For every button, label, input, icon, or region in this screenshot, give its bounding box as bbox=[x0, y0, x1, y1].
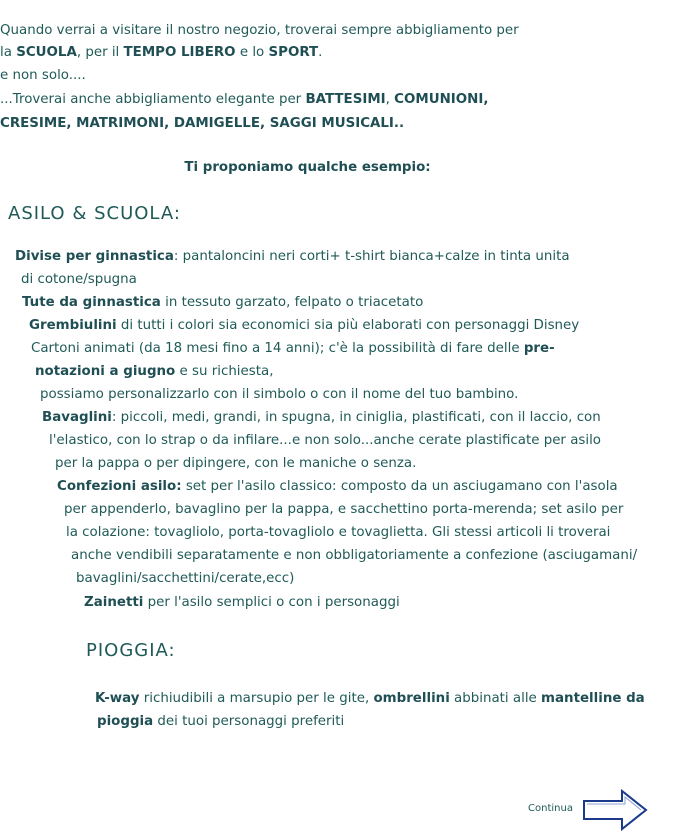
asilo-line-2: di cotone/spugna bbox=[21, 272, 137, 287]
asilo-line-11: Confezioni asilo: set per l'asilo classico: composto da un asciugamano con l'asola bbox=[57, 479, 618, 494]
asilo-line-14: anche vendibili separatamente e non obbligatoriamente a confezione (asciugamani/ bbox=[71, 548, 638, 563]
section-heading-asilo: ASILO & SCUOLA: bbox=[8, 203, 181, 224]
asilo-line-12: per appenderlo, bavaglino per la pappa, e sacchettino porta-merenda; set asilo per bbox=[64, 502, 624, 517]
asilo-line-13: la colazione: tovagliolo, porta-tovagliolo e tovaglietta. Gli stessi articoli li troverai bbox=[66, 525, 611, 540]
asilo-line-3: Tute da ginnastica in tessuto garzato, felpato o triacetato bbox=[22, 295, 424, 310]
asilo-line-15: bavaglini/sacchettini/cerate,ecc) bbox=[76, 571, 295, 586]
intro-line-2: la SCUOLA, per il TEMPO LIBERO e lo SPORT. bbox=[0, 45, 323, 60]
section-heading-pioggia: PIOGGIA: bbox=[86, 640, 176, 661]
asilo-line-5: Cartoni animati (da 18 mesi fino a 14 anni); c'è la possibilità di fare delle pre- bbox=[31, 341, 555, 356]
intro-line-1: Quando verrai a visitare il nostro negozio, troverai sempre abbigliamento per bbox=[0, 23, 519, 38]
right-arrow-icon[interactable] bbox=[582, 788, 650, 832]
asilo-line-4: Grembiulini di tutti i colori sia economici sia più elaborati con personaggi Disney bbox=[29, 318, 580, 333]
continua-link[interactable]: Continua bbox=[528, 803, 573, 814]
asilo-line-16: Zainetti per l'asilo semplici o con i personaggi bbox=[84, 595, 400, 610]
pioggia-line-1: K-way richiudibili a marsupio per le gite, ombrellini abbinati alle mantelline da bbox=[95, 691, 645, 706]
asilo-line-1: Divise per ginnastica: pantaloncini neri corti+ t-shirt bianca+calze in tinta unita bbox=[15, 249, 570, 264]
asilo-line-7: possiamo personalizzarlo con il simbolo o con il nome del tuo bambino. bbox=[40, 387, 519, 402]
proponiamo-heading: Ti proponiamo qualche esempio: bbox=[184, 160, 431, 175]
asilo-line-9: l'elastico, con lo strap o da infilare...e non solo...anche cerate plastificate per asilo bbox=[49, 433, 602, 448]
intro-line-5: CRESIME, MATRIMONI, DAMIGELLE, SAGGI MUSICALI.. bbox=[0, 116, 405, 131]
asilo-line-10: per la pappa o per dipingere, con le maniche o senza. bbox=[55, 456, 417, 471]
asilo-line-6: notazioni a giugno e su richiesta, bbox=[35, 364, 274, 379]
intro-line-3: e non solo.... bbox=[0, 68, 86, 83]
pioggia-line-2: pioggia dei tuoi personaggi preferiti bbox=[97, 714, 345, 729]
intro-line-4: ...Troverai anche abbigliamento elegante per BATTESIMI, COMUNIONI, bbox=[0, 92, 489, 107]
asilo-line-8: Bavaglini: piccoli, medi, grandi, in spugna, in ciniglia, plastificati, con il laccio, con bbox=[42, 410, 601, 425]
